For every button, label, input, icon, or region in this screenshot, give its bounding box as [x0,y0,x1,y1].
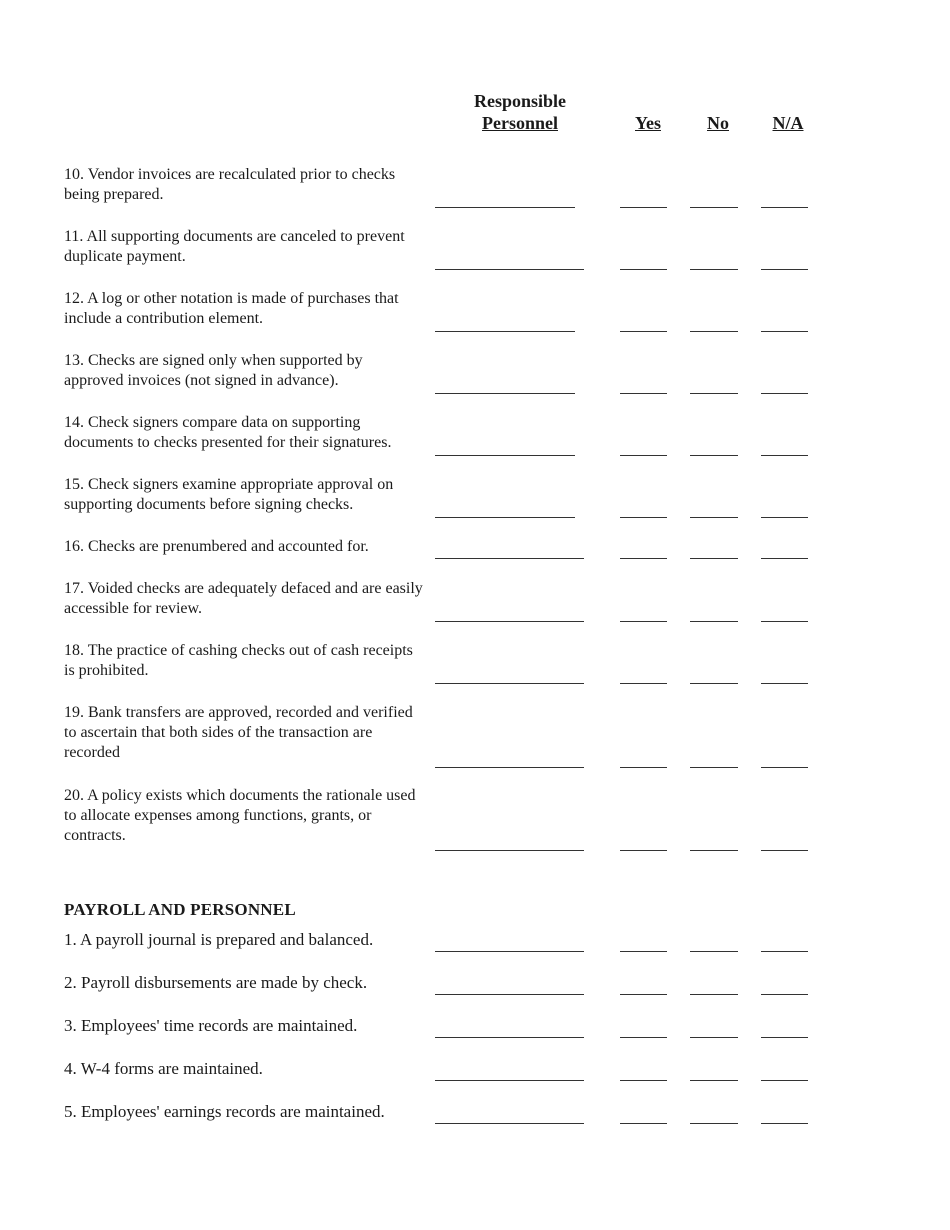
na-field[interactable] [761,1123,808,1124]
responsible-field[interactable] [435,331,575,332]
yes-field[interactable] [620,558,667,559]
item-text: 19. Bank transfers are approved, recorded and verified to ascertain that both sides of the transaction are recorded [64,704,413,761]
item-text: 20. A policy exists which documents the rationale used to allocate expenses among functions, grants, or contracts. [64,787,416,844]
no-field[interactable] [690,1123,738,1124]
responsible-field[interactable] [435,517,575,518]
na-field[interactable] [761,269,808,270]
item-text: 18. The practice of cashing checks out of cash receipts is prohibited. [64,642,413,679]
na-field[interactable] [761,558,808,559]
responsible-field[interactable] [435,1123,584,1124]
na-field[interactable] [761,683,808,684]
yes-field[interactable] [620,767,667,768]
no-field[interactable] [690,683,738,684]
item-text: 11. All supporting documents are canceled to prevent duplicate payment. [64,228,405,265]
yes-field[interactable] [620,455,667,456]
na-field[interactable] [761,1080,808,1081]
yes-field[interactable] [620,850,667,851]
na-field[interactable] [761,1037,808,1038]
section-title-payroll: PAYROLL AND PERSONNEL [64,900,296,919]
yes-field[interactable] [620,207,667,208]
na-field[interactable] [761,393,808,394]
no-field[interactable] [690,951,738,952]
header-yes: Yes [635,113,661,133]
responsible-field[interactable] [435,1037,584,1038]
no-field[interactable] [690,517,738,518]
na-field[interactable] [761,331,808,332]
na-field[interactable] [761,455,808,456]
item-text: 4. W-4 forms are maintained. [64,1059,263,1078]
yes-field[interactable] [620,1123,667,1124]
responsible-field[interactable] [435,621,584,622]
na-field[interactable] [761,517,808,518]
no-field[interactable] [690,207,738,208]
item-text: 17. Voided checks are adequately defaced and are easily accessible for review. [64,580,423,617]
yes-field[interactable] [620,269,667,270]
item-text: 16. Checks are prenumbered and accounted for. [64,538,369,555]
yes-field[interactable] [620,331,667,332]
header-responsible-personnel [440,90,600,134]
item-text: 14. Check signers compare data on supporting documents to checks presented for their signatures. [64,414,392,451]
responsible-field[interactable] [435,850,584,851]
no-field[interactable] [690,393,738,394]
item-text: 1. A payroll journal is prepared and balanced. [64,930,374,949]
responsible-field[interactable] [435,683,584,684]
item-text: 10. Vendor invoices are recalculated prior to checks being prepared. [64,166,396,203]
yes-field[interactable] [620,994,667,995]
no-field[interactable] [690,269,738,270]
no-field[interactable] [690,558,738,559]
no-field[interactable] [690,850,738,851]
no-field[interactable] [690,767,738,768]
yes-field[interactable] [620,683,667,684]
na-field[interactable] [761,621,808,622]
item-text: 15. Check signers examine appropriate approval on supporting documents before signing checks. [64,476,394,513]
yes-field[interactable] [620,951,667,952]
header-na: N/A [772,113,804,133]
header-no: No [707,113,729,133]
no-field[interactable] [690,994,738,995]
na-field[interactable] [761,850,808,851]
header-responsible-line2: Personnel [482,113,558,133]
no-field[interactable] [690,621,738,622]
header-responsible-line1: Responsible [473,91,567,111]
responsible-field[interactable] [435,994,584,995]
no-field[interactable] [690,331,738,332]
item-text: 2. Payroll disbursements are made by check. [64,973,368,992]
item-text: 12. A log or other notation is made of purchases that include a contribution element. [64,290,399,327]
responsible-field[interactable] [435,393,575,394]
na-field[interactable] [761,994,808,995]
responsible-field[interactable] [435,455,575,456]
no-field[interactable] [690,1080,738,1081]
item-text: 3. Employees' time records are maintained. [64,1016,358,1035]
responsible-field[interactable] [435,558,584,559]
responsible-field[interactable] [435,1080,584,1081]
yes-field[interactable] [620,517,667,518]
na-field[interactable] [761,951,808,952]
item-text: 13. Checks are signed only when supported by approved invoices (not signed in advance). [64,352,363,389]
yes-field[interactable] [620,621,667,622]
no-field[interactable] [690,455,738,456]
responsible-field[interactable] [435,767,584,768]
responsible-field[interactable] [435,207,575,208]
yes-field[interactable] [620,393,667,394]
no-field[interactable] [690,1037,738,1038]
item-text: 5. Employees' earnings records are maintained. [64,1102,385,1121]
na-field[interactable] [761,207,808,208]
na-field[interactable] [761,767,808,768]
responsible-field[interactable] [435,951,584,952]
yes-field[interactable] [620,1037,667,1038]
responsible-field[interactable] [435,269,584,270]
yes-field[interactable] [620,1080,667,1081]
